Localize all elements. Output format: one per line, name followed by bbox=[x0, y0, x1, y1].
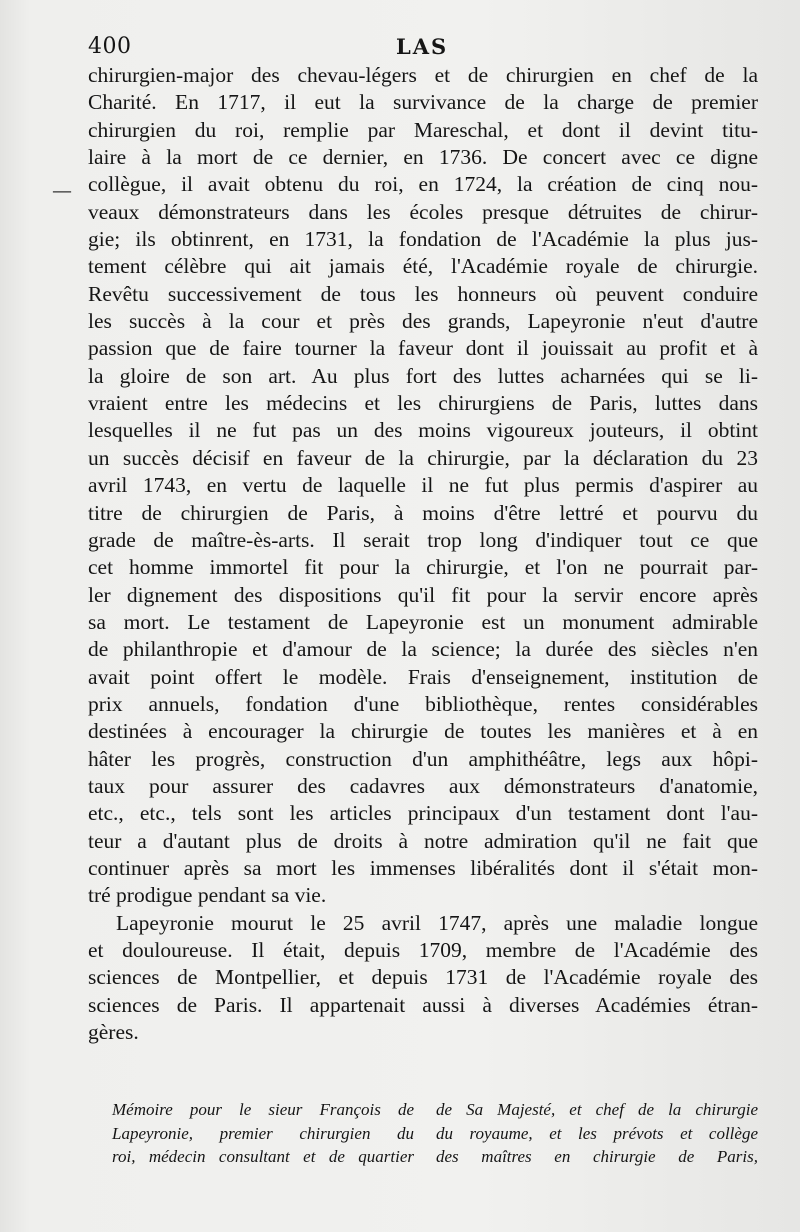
text-line: chirurgien du roi, remplie par Mareschal, et dont il devint titu- bbox=[88, 117, 758, 142]
text-line: avait point offert le modèle. Frais d'enseignement, institution de bbox=[88, 664, 758, 689]
text-line: Charité. En 1717, il eut la survivance de la charge de premier bbox=[88, 90, 758, 115]
text-line: lesquelles il ne fut pas un des moins vigoureux jouteurs, il obtint bbox=[88, 418, 758, 443]
text-line: collègue, il avait obtenu du roi, en 1724, la création de cinq nou- bbox=[88, 172, 758, 197]
text-line: grade de maître-ès-arts. Il serait trop long d'indiquer tout ce que bbox=[88, 527, 758, 552]
footnote-line: du royaume, et les prévots et collège bbox=[436, 1123, 758, 1143]
text-line: un succès décisif en faveur de la chirurgie, par la déclaration du 23 bbox=[88, 445, 758, 470]
footnote-line: de Sa Majesté, et chef de la chirurgie bbox=[436, 1100, 758, 1119]
margin-mark: — bbox=[52, 178, 72, 202]
text-line: la gloire de son art. Au plus fort des luttes acharnées qui se li- bbox=[88, 363, 758, 388]
text-line: continuer après sa mort les immenses libéralités dont il s'était mon- bbox=[88, 855, 758, 880]
footnote-line: roi, médecin consultant et de quartier bbox=[112, 1147, 414, 1166]
text-line: prix annuels, fondation d'une bibliothèque, rentes considérables bbox=[88, 691, 758, 716]
text-line: etc., etc., tels sont les articles principaux d'un testament dont l'au- bbox=[88, 801, 758, 826]
text-line: avril 1743, en vertu de laquelle il ne fut plus permis d'aspirer au bbox=[88, 473, 758, 498]
text-line-paragraph-end: tré prodigue pendant sa vie. bbox=[88, 883, 327, 908]
text-line: taux pour assurer des cadavres aux démonstrateurs d'anatomie, bbox=[88, 773, 758, 798]
text-line: destinées à encourager la chirurgie de toutes les manières et à en bbox=[88, 719, 758, 744]
text-line: cet homme immortel fit pour la chirurgie, et l'on ne pourrait par- bbox=[88, 555, 758, 580]
text-line: sciences de Montpellier, et depuis 1731 de l'Académie royale des bbox=[88, 965, 758, 990]
footnote-right-column bbox=[436, 1098, 758, 1169]
footnote-line: Mémoire pour le sieur François de bbox=[112, 1100, 414, 1119]
text-line: teur a d'autant plus de droits à notre admiration qu'il ne fait que bbox=[88, 828, 758, 853]
text-line: les succès à la cour et près des grands, Lapeyronie n'eut d'autre bbox=[88, 309, 758, 334]
text-line: passion que de faire tourner la faveur dont il jouissait au profit et à bbox=[88, 336, 758, 361]
text-line-paragraph-end: gères. bbox=[88, 1020, 139, 1045]
text-line: et douloureuse. Il était, depuis 1709, membre de l'Académie des bbox=[88, 938, 758, 962]
text-line: hâter les progrès, construction d'un amphithéâtre, legs aux hôpi- bbox=[88, 746, 758, 771]
text-line-paragraph-start: Lapeyronie mourut le 25 avril 1747, après une maladie longue bbox=[116, 910, 758, 935]
footnote-left-column bbox=[112, 1098, 414, 1169]
text-line: de philanthropie et d'amour de la science; la durée des siècles n'en bbox=[88, 637, 758, 662]
text-line: ler dignement des dispositions qu'il fit pour la servir encore après bbox=[88, 582, 758, 607]
page-number: 400 bbox=[88, 34, 132, 59]
text-line: Revêtu successivement de tous les honneurs où peuvent conduire bbox=[88, 281, 758, 306]
text-line: gie; ils obtinrent, en 1731, la fondation de l'Académie la plus jus- bbox=[88, 227, 758, 252]
footnote-line: des maîtres en chirurgie de Paris, bbox=[436, 1147, 758, 1166]
text-line: laire à la mort de ce dernier, en 1736. De concert avec ce digne bbox=[88, 145, 758, 170]
text-line: titre de chirurgien de Paris, à moins d'être lettré et pourvu du bbox=[88, 500, 758, 525]
text-line: tement célèbre qui ait jamais été, l'Académie royale de chirurgie. bbox=[88, 254, 758, 279]
text-line: sa mort. Le testament de Lapeyronie est un monument admirable bbox=[88, 609, 758, 634]
running-head: LAS bbox=[396, 34, 449, 59]
text-line: vraient entre les médecins et les chirurgiens de Paris, luttes dans bbox=[88, 391, 758, 416]
body-text bbox=[88, 62, 758, 1046]
footnote-line: Lapeyronie, premier chirurgien du bbox=[112, 1123, 414, 1143]
text-line: sciences de Paris. Il appartenait aussi à diverses Académies étran- bbox=[88, 992, 758, 1017]
text-line: veaux démonstrateurs dans les écoles presque détruites de chirur- bbox=[88, 199, 758, 224]
text-line: chirurgien-major des chevau-légers et de chirurgien en chef de la bbox=[88, 63, 758, 87]
